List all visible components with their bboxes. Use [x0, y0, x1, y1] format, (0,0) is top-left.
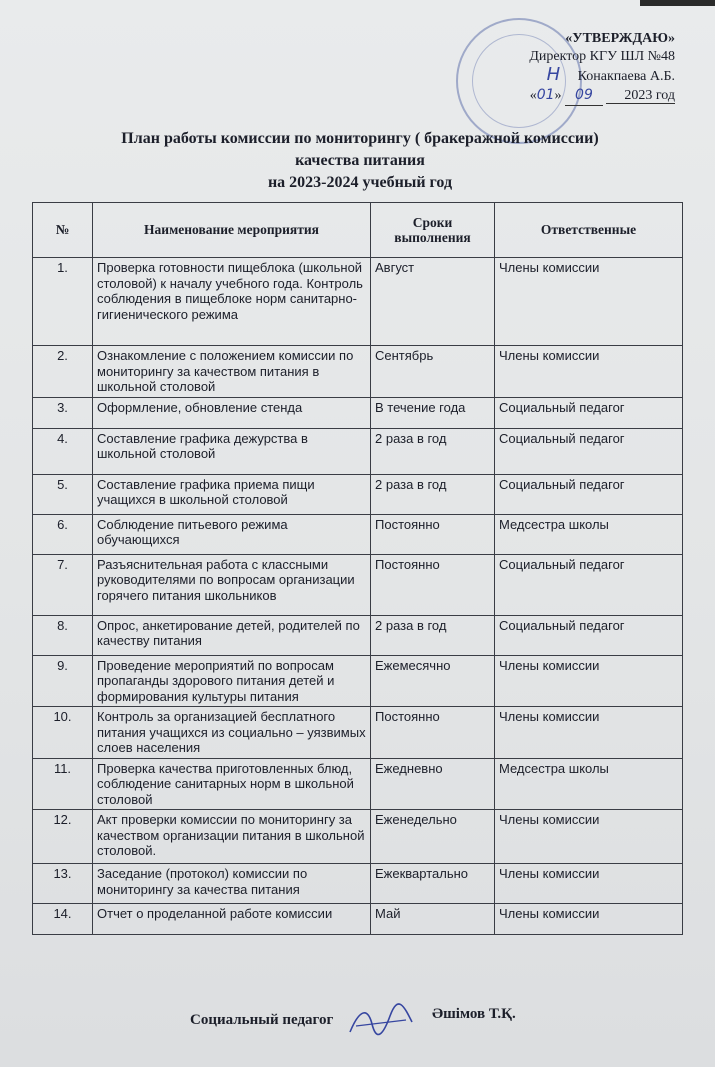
cell-responsible: Члены комиссии	[495, 258, 683, 346]
cell-deadline: Ежедневно	[371, 758, 495, 810]
cell-event: Контроль за организацией бесплатного питания учащихся из социально – уязвимых слоев населения	[93, 707, 371, 759]
title-line-1: План работы комиссии по мониторингу ( бракеражной комиссии)	[121, 130, 599, 147]
photo-edge	[640, 0, 715, 6]
cell-num: 10.	[33, 707, 93, 759]
cell-deadline: Ежемесячно	[371, 655, 495, 707]
table-row	[33, 864, 683, 904]
cell-event: Проверка готовности пищеблока (школьной столовой) к началу учебного года. Контроль соблюдения в пищеблоке норм санитарно-гигиенического режима	[93, 258, 371, 346]
cell-event: Составление графика дежурства в школьной столовой	[93, 428, 371, 474]
plan-table	[32, 202, 683, 935]
cell-num: 9.	[33, 655, 93, 707]
title-line-3: на 2023-2024 учебный год	[267, 174, 453, 191]
cell-num: 1.	[33, 258, 93, 346]
table-row	[33, 810, 683, 864]
cell-event: Ознакомление с положением комиссии по мониторингу за качеством питания в школьной столовой	[93, 346, 371, 398]
approval-block	[529, 30, 675, 106]
table-row	[33, 758, 683, 810]
cell-event: Акт проверки комиссии по мониторингу за качеством организации питания в школьной столовой.	[93, 810, 371, 864]
footer-role: Социальный педагог	[190, 1012, 334, 1028]
header-responsible: Ответственные	[495, 203, 683, 258]
cell-num: 14.	[33, 904, 93, 935]
approval-position: Директор КГУ ШЛ №48	[529, 49, 675, 64]
cell-event: Отчет о проделанной работе комиссии	[93, 904, 371, 935]
cell-event: Разъяснительная работа с классными руководителями по вопросам организации горячего питания школьников	[93, 554, 371, 615]
cell-num: 7.	[33, 554, 93, 615]
cell-responsible: Члены комиссии	[495, 655, 683, 707]
date-year: 2023 год	[606, 88, 675, 104]
cell-responsible: Члены комиссии	[495, 346, 683, 398]
document-title	[60, 128, 660, 194]
cell-num: 3.	[33, 397, 93, 428]
cell-num: 13.	[33, 864, 93, 904]
cell-deadline: 2 раза в год	[371, 428, 495, 474]
cell-deadline: В течение года	[371, 397, 495, 428]
cell-deadline: Постоянно	[371, 554, 495, 615]
approval-date: «01» 09 2023 год	[529, 86, 675, 106]
header-num: №	[33, 203, 93, 258]
director-signature: Н	[546, 64, 561, 85]
cell-num: 12.	[33, 810, 93, 864]
cell-deadline: Постоянно	[371, 707, 495, 759]
cell-deadline: 2 раза в год	[371, 615, 495, 655]
header-event: Наименование мероприятия	[93, 203, 371, 258]
cell-responsible: Медсестра школы	[495, 514, 683, 554]
date-month: 09	[575, 87, 593, 103]
cell-event: Опрос, анкетирование детей, родителей по качеству питания	[93, 615, 371, 655]
cell-deadline: Август	[371, 258, 495, 346]
table-row	[33, 554, 683, 615]
cell-event: Соблюдение питьевого режима обучающихся	[93, 514, 371, 554]
cell-event: Проведение мероприятий по вопросам пропаганды здорового питания детей и формирования культуры питания	[93, 655, 371, 707]
cell-responsible: Члены комиссии	[495, 864, 683, 904]
cell-responsible: Социальный педагог	[495, 428, 683, 474]
table-row	[33, 474, 683, 514]
cell-responsible: Социальный педагог	[495, 397, 683, 428]
cell-event: Проверка качества приготовленных блюд, соблюдение санитарных норм в школьной столовой	[93, 758, 371, 810]
cell-responsible: Члены комиссии	[495, 904, 683, 935]
cell-num: 2.	[33, 346, 93, 398]
footer-name: Әшімов Т.Қ.	[432, 1006, 516, 1022]
table-row	[33, 904, 683, 935]
cell-num: 5.	[33, 474, 93, 514]
cell-deadline: Май	[371, 904, 495, 935]
approval-heading: «УТВЕРЖДАЮ»	[565, 31, 675, 46]
table-body	[33, 258, 683, 935]
table-row	[33, 258, 683, 346]
table-row	[33, 514, 683, 554]
director-name: Конакпаева А.Б.	[577, 69, 675, 84]
table-row	[33, 707, 683, 759]
table-row	[33, 655, 683, 707]
table-row	[33, 346, 683, 398]
cell-deadline: Еженедельно	[371, 810, 495, 864]
cell-responsible: Члены комиссии	[495, 810, 683, 864]
approval-director-name	[529, 66, 675, 86]
table-row	[33, 397, 683, 428]
cell-responsible: Социальный педагог	[495, 554, 683, 615]
signature-mark	[346, 1002, 416, 1042]
table-row	[33, 615, 683, 655]
cell-num: 11.	[33, 758, 93, 810]
cell-deadline: 2 раза в год	[371, 474, 495, 514]
header-deadline: Сроки выполнения	[371, 203, 495, 258]
cell-num: 8.	[33, 615, 93, 655]
date-day: 01	[536, 87, 555, 103]
cell-event: Оформление, обновление стенда	[93, 397, 371, 428]
cell-responsible: Медсестра школы	[495, 758, 683, 810]
cell-event: Составление графика приема пищи учащихся в школьной столовой	[93, 474, 371, 514]
cell-event: Заседание (протокол) комиссии по мониторингу за качества питания	[93, 864, 371, 904]
table-row	[33, 428, 683, 474]
cell-num: 4.	[33, 428, 93, 474]
cell-responsible: Социальный педагог	[495, 474, 683, 514]
cell-deadline: Ежеквартально	[371, 864, 495, 904]
cell-deadline: Постоянно	[371, 514, 495, 554]
cell-deadline: Сентябрь	[371, 346, 495, 398]
cell-responsible: Социальный педагог	[495, 615, 683, 655]
cell-responsible: Члены комиссии	[495, 707, 683, 759]
table-header-row	[33, 203, 683, 258]
cell-num: 6.	[33, 514, 93, 554]
title-line-2: качества питания	[295, 152, 425, 169]
